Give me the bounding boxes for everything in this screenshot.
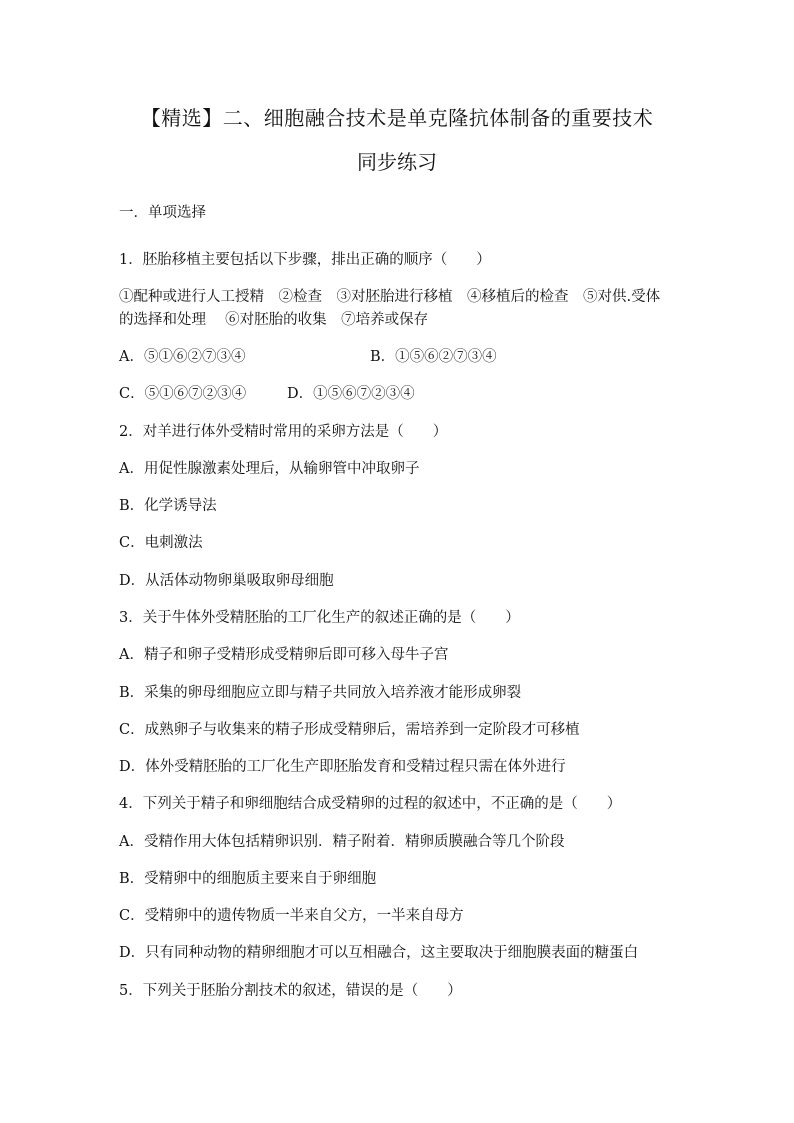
question-1-steps-line1: ①配种或进行人工授精 ②检查 ③对胚胎进行移植 ④移植后的检查 ⑤对供.受体 bbox=[119, 289, 661, 305]
question-2-stem: 2．对羊进行体外受精时常用的采卵方法是（ ） bbox=[119, 424, 448, 440]
question-1-steps-line2: 的选择和处理 ⑥对胚胎的收集 ⑦培养或保存 bbox=[119, 312, 429, 328]
question-1-option-b: B．①⑤⑥②⑦③④ bbox=[370, 349, 497, 365]
question-4-option-a: A．受精作用大体包括精卵识别．精子附着．精卵质膜融合等几个阶段 bbox=[119, 834, 565, 850]
question-2-option-c: C．电刺激法 bbox=[119, 535, 203, 551]
question-2-option-b: B．化学诱导法 bbox=[119, 498, 217, 514]
question-4-option-d: D．只有同种动物的精卵细胞才可以互相融合，这主要取决于细胞膜表面的糖蛋白 bbox=[119, 945, 639, 961]
section-heading: 一．单项选择 bbox=[119, 205, 206, 221]
question-3-option-c: C．成熟卵子与收集来的精子形成受精卵后，需培养到一定阶段才可移植 bbox=[119, 722, 580, 738]
question-1-stem: 1．胚胎移植主要包括以下步骤，排出正确的顺序（ ） bbox=[119, 252, 491, 268]
question-3-option-d: D．体外受精胚胎的工厂化生产即胚胎发育和受精过程只需在体外进行 bbox=[119, 759, 566, 775]
question-1-option-c: C．⑤①⑥⑦②③④ bbox=[119, 386, 247, 402]
question-2-option-d: D．从活体动物卵巢吸取卵母细胞 bbox=[119, 573, 334, 589]
question-4-stem: 4．下列关于精子和卵细胞结合成受精卵的过程的叙述中，不正确的是（ ） bbox=[119, 796, 622, 812]
question-4-option-b: B．受精卵中的细胞质主要来自于卵细胞 bbox=[119, 871, 377, 887]
question-1-option-d: D．①⑤⑥⑦②③④ bbox=[287, 386, 415, 402]
question-5-stem: 5．下列关于胚胎分割技术的叙述，错误的是（ ） bbox=[119, 983, 462, 999]
question-3-option-b: B．采集的卵母细胞应立即与精子共同放入培养液才能形成卵裂 bbox=[119, 685, 522, 701]
question-4-option-c: C．受精卵中的遗传物质一半来自父方，一半来自母方 bbox=[119, 908, 464, 924]
question-1-option-a: A．⑤①⑥②⑦③④ bbox=[119, 349, 246, 365]
question-2-option-a: A．用促性腺激素处理后，从输卵管中冲取卵子 bbox=[119, 461, 420, 477]
question-3-option-a: A．精子和卵子受精形成受精卵后即可移入母牛子宫 bbox=[119, 647, 449, 663]
document-title: 【精选】二、细胞融合技术是单克隆抗体制备的重要技术 bbox=[140, 106, 654, 130]
document-subtitle: 同步练习 bbox=[357, 150, 437, 174]
question-3-stem: 3．关于牛体外受精胚胎的工厂化生产的叙述正确的是（ ） bbox=[119, 610, 520, 626]
